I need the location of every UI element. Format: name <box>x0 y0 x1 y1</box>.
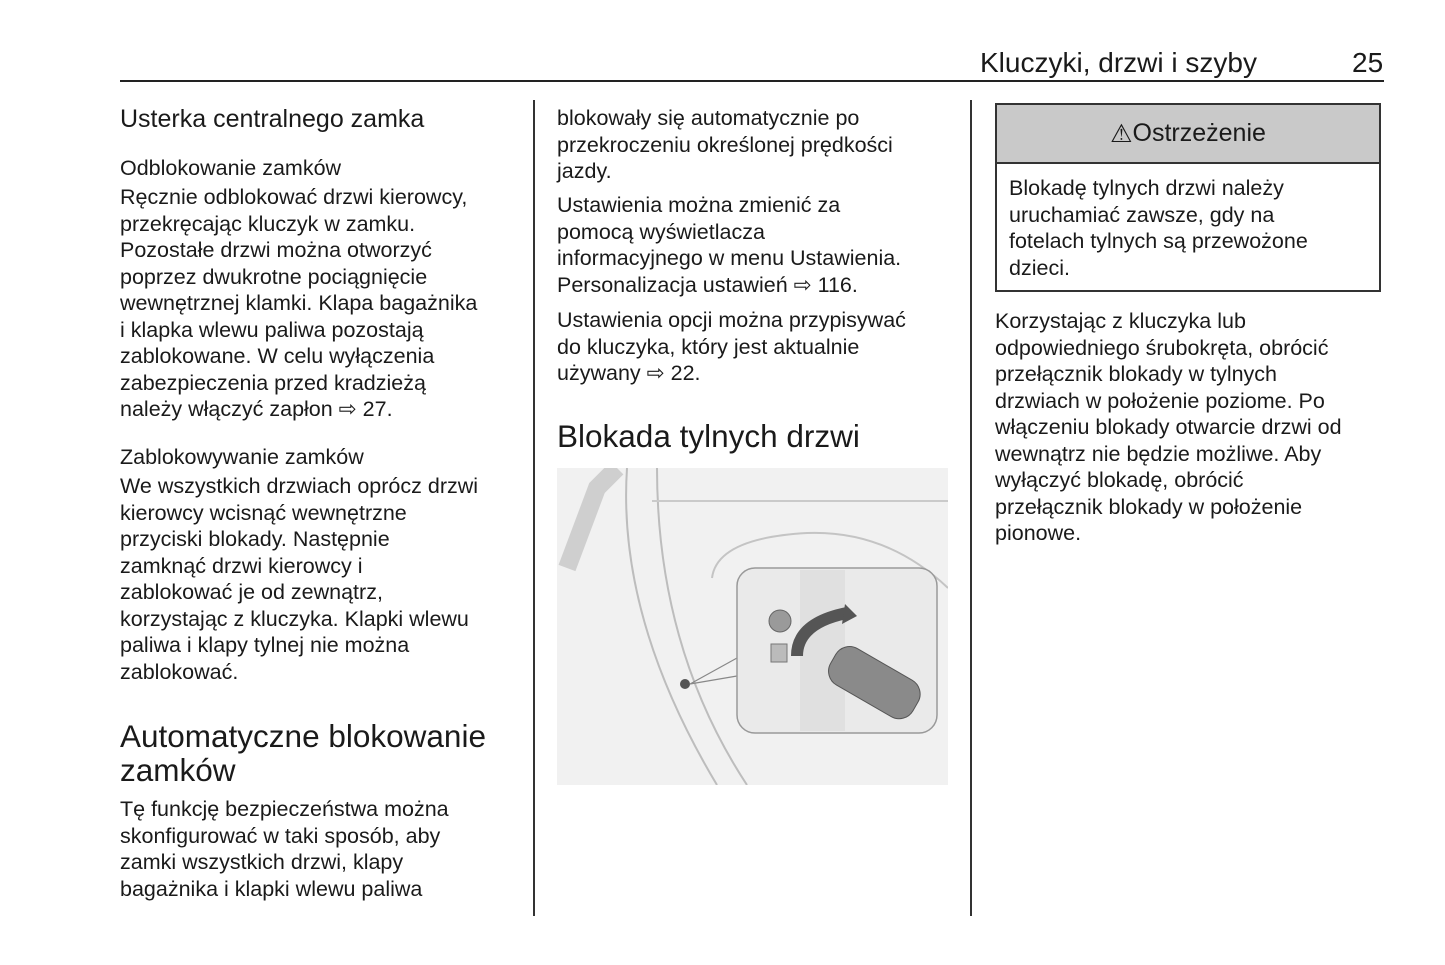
text-line: jazdy. <box>557 159 612 183</box>
text-line: paliwa i klapy tylnej nie można <box>120 633 410 657</box>
text-line: wyłączyć blokadę, obrócić <box>995 468 1244 492</box>
warning-text <box>997 164 1379 281</box>
warning-icon: ⚠ <box>1110 119 1133 148</box>
text-line: pionowe. <box>995 521 1082 545</box>
text-line: wewnątrz nie będzie możliwe. Aby <box>995 441 1322 466</box>
paragraph <box>557 307 906 387</box>
warning-title: Ostrzeżenie <box>1132 119 1266 147</box>
text-line: drzwiach w położenie poziome. Po <box>995 388 1325 413</box>
subheading: Zablokowywanie zamków <box>120 445 364 469</box>
text-line: zamki wszystkich drzwi, klapy <box>120 850 404 874</box>
text-line: zamknąć drzwi kierowcy i <box>120 553 363 578</box>
text-line: Ustawienia można zmienić za <box>557 193 841 217</box>
text-line: dzieci. <box>1009 255 1070 280</box>
paragraph <box>120 184 477 423</box>
text-line: Automatyczne blokowanie <box>120 718 486 754</box>
section-heading: Usterka centralnego zamka <box>120 105 425 133</box>
paragraph <box>557 192 901 298</box>
text-line: We wszystkich drzwiach oprócz drzwi <box>120 474 479 498</box>
text-line: zablokowane. W celu wyłączenia <box>120 344 435 368</box>
text-line: Ręcznie odblokować drzwi kierowcy, <box>120 185 468 209</box>
text-line: i klapka wlewu paliwa pozostają <box>120 317 424 342</box>
text-line: wewnętrznej klamki. Klapa bagażnika <box>120 291 478 315</box>
text-line: należy włączyć zapłon ⇨ 27. <box>120 397 393 421</box>
column-divider <box>970 100 972 916</box>
paragraph <box>557 105 893 185</box>
text-line: fotelach tylnych są przewożone <box>1009 229 1308 253</box>
text-line: używany ⇨ 22. <box>557 361 701 385</box>
page-number: 25 <box>1352 47 1384 78</box>
text-line: przełącznik blokady w tylnych <box>995 362 1278 386</box>
text-line: przekręcając kluczyk w zamku. <box>120 211 416 236</box>
header-rule <box>120 80 1384 82</box>
text-line: korzystając z kluczyka. Klapki wlewu <box>120 606 469 631</box>
text-line: przełącznik blokady w położenie <box>995 494 1303 519</box>
text-line: Blokadę tylnych drzwi należy <box>1009 176 1284 200</box>
warning-box <box>995 103 1381 292</box>
text-line: informacyjnego w menu Ustawienia. <box>557 246 902 270</box>
text-line: przyciski blokady. Następnie <box>120 527 390 551</box>
text-line: zabezpieczenia przed kradzieżą <box>120 370 426 395</box>
text-line: Ustawienia opcji można przypisywać <box>557 308 906 332</box>
section-heading: Blokada tylnych drzwi <box>557 418 860 454</box>
text-line: Personalizacja ustawień ⇨ 116. <box>557 272 858 297</box>
text-line: włączeniu blokady otwarcie drzwi od <box>995 415 1342 439</box>
text-line: przekroczeniu określonej prędkości <box>557 132 893 157</box>
text-line: pomocą wyświetlacza <box>557 219 765 244</box>
text-line: kierowcy wcisnąć wewnętrzne <box>120 500 407 525</box>
column-divider <box>533 100 535 916</box>
text-line: do kluczyka, który jest aktualnie <box>557 334 860 359</box>
paragraph <box>995 308 1342 547</box>
text-line: bagażnika i klapki wlewu paliwa <box>120 876 423 901</box>
rear-door-lock-illustration <box>557 468 948 785</box>
warning-header <box>997 105 1379 164</box>
text-line: odpowiedniego śrubokręta, obrócić <box>995 335 1329 360</box>
text-line: zamków <box>120 752 236 788</box>
text-line: Korzystając z kluczyka lub <box>995 309 1246 333</box>
text-line: blokowały się automatycznie po <box>557 106 860 130</box>
text-line: Tę funkcję bezpieczeństwa można <box>120 797 449 821</box>
text-line: skonfigurować w taki sposób, aby <box>120 823 441 848</box>
text-line: poprzez dwukrotne pociągnięcie <box>120 264 428 289</box>
paragraph <box>120 473 478 685</box>
text-line: uruchamiać zawsze, gdy na <box>1009 202 1275 227</box>
paragraph <box>120 796 449 902</box>
text-line: Pozostałe drzwi można otworzyć <box>120 238 432 262</box>
text-line: zablokować je od zewnątrz, <box>120 580 383 604</box>
text-line: zablokować. <box>120 659 239 684</box>
subheading: Odblokowanie zamków <box>120 156 342 180</box>
section-title: Kluczyki, drzwi i szyby <box>980 47 1257 78</box>
section-heading <box>120 719 486 787</box>
